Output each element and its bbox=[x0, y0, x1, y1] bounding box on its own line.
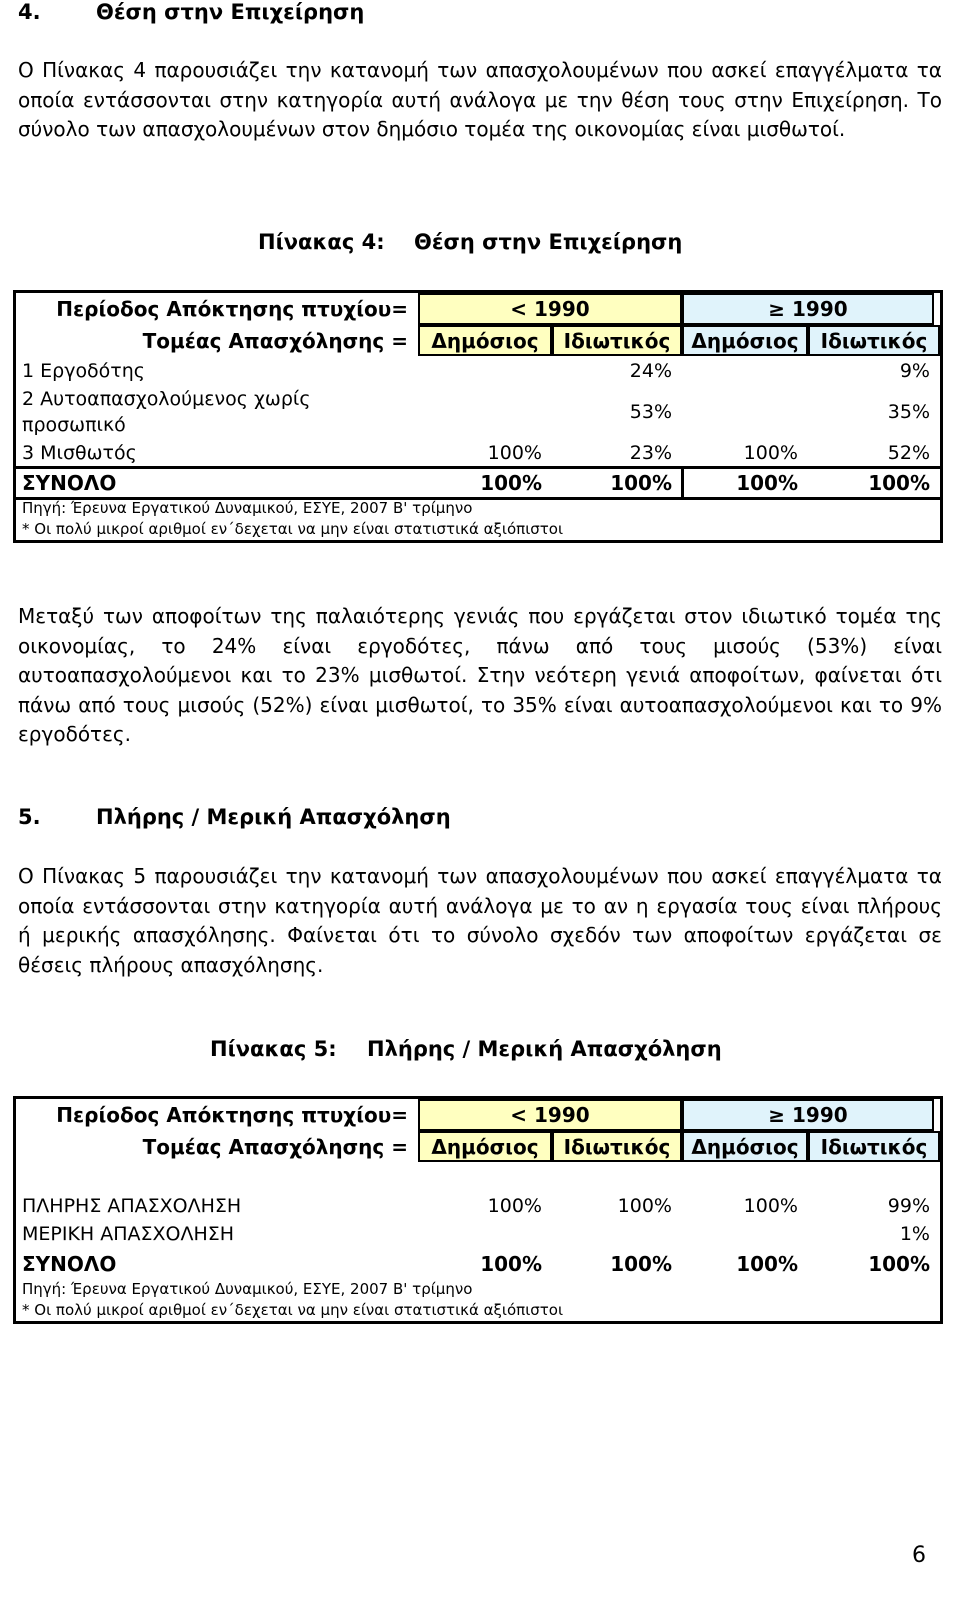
sector-label: Τομέας Απασχόλησης = bbox=[142, 1134, 408, 1159]
value-public-before: 100% bbox=[480, 471, 542, 495]
table-5-header-sector bbox=[16, 1131, 940, 1162]
col-private-before: Ιδιωτικός bbox=[552, 1131, 682, 1162]
table-4-caption bbox=[258, 230, 682, 254]
value-private-after: 100% bbox=[868, 471, 930, 495]
section-5-intro: Ο Πίνακας 5 παρουσιάζει την κατανομή των απασχολουμένων που ασκεί επαγγέλματα τα οποία εντάσσονται στην κατηγορία αυτή ανάλογα με το αν η εργασία τους είναι πλήρους ή μερικής απασχόλησης. Φαίνεται ότι το σύνολο σχεδόν των αποφοίτων εργάζεται σε θέσεις πλήρους απασχόλησης. bbox=[18, 864, 942, 977]
table-row-total bbox=[16, 1249, 940, 1279]
period-after-1990: ≥ 1990 bbox=[682, 1099, 934, 1131]
value-public-after: 100% bbox=[743, 1195, 798, 1217]
table-row bbox=[16, 357, 940, 385]
col-public-after: Δημόσιος bbox=[682, 1131, 808, 1162]
table-5-caption bbox=[210, 1037, 722, 1061]
period-label: Περίοδος Απόκτησης πτυχίου= bbox=[56, 297, 408, 321]
col-public-after: Δημόσιος bbox=[682, 325, 808, 356]
table-row bbox=[16, 439, 940, 467]
table-4-caption-label: Πίνακας 4: bbox=[258, 230, 385, 254]
value-public-before: 100% bbox=[480, 1252, 542, 1276]
value-private-before bbox=[552, 1220, 682, 1248]
value-public-before bbox=[418, 385, 552, 439]
value-public-before bbox=[418, 1220, 552, 1248]
sector-label: Τομέας Απασχόλησης = bbox=[142, 328, 408, 353]
value-private-after: 52% bbox=[887, 442, 930, 464]
table-row bbox=[16, 385, 940, 439]
table-5-caption-label: Πίνακας 5: bbox=[210, 1037, 337, 1061]
value-public-after bbox=[682, 357, 808, 385]
row-label: 1 Εργοδότης bbox=[22, 360, 145, 382]
value-private-after: 35% bbox=[887, 401, 930, 423]
table-5 bbox=[13, 1096, 943, 1324]
section-4-heading bbox=[18, 0, 364, 24]
value-public-after: 100% bbox=[736, 1252, 798, 1276]
col-private-after: Ιδιωτικός bbox=[808, 1131, 940, 1162]
col-public-before: Δημόσιος bbox=[418, 325, 552, 356]
section-5-number: 5. bbox=[18, 805, 41, 829]
value-private-after: 100% bbox=[868, 1252, 930, 1276]
table-4-footnote: * Οι πολύ μικροί αριθμοί εν΄δεχεται να μην είναι στατιστικά αξιόπιστοι bbox=[22, 520, 564, 538]
col-private-before: Ιδιωτικός bbox=[552, 325, 682, 356]
value-public-after: 100% bbox=[743, 442, 798, 464]
value-public-before: 100% bbox=[487, 442, 542, 464]
table-4-header-sector bbox=[16, 325, 940, 356]
value-private-after: 99% bbox=[887, 1195, 930, 1217]
row-label: 3 Μισθωτός bbox=[22, 442, 137, 464]
period-after-1990: ≥ 1990 bbox=[682, 293, 934, 325]
table-5-caption-title: Πλήρης / Μερική Απασχόληση bbox=[367, 1037, 722, 1061]
value-public-after bbox=[682, 385, 808, 439]
section-4-number: 4. bbox=[18, 0, 41, 24]
period-label: Περίοδος Απόκτησης πτυχίου= bbox=[56, 1103, 408, 1127]
table-4 bbox=[13, 290, 943, 543]
value-public-before bbox=[418, 357, 552, 385]
table-5-source: Πηγή: Έρευνα Εργατικού Δυναμικού, ΕΣΥΕ, 2007 Β' τρίμηνο bbox=[22, 1280, 473, 1298]
table-4-header-period bbox=[16, 293, 940, 325]
paragraph-after-table-4: Μεταξύ των αποφοίτων της παλαιότερης γενιάς που εργάζεται στον ιδιωτικό τομέα της οικονομίας, το 24% είναι εργοδότες, πάνω από τους μισούς (53%) είναι αυτοαπασχολούμενοι και το 23% μισθωτοί. Στην νεότερη γενιά αποφοίτων, φαίνεται ότι πάνω από τους μισούς (52%) είναι μισθωτοί, το 35% είναι αυτοαπασχολούμενοι και το 9% εργοδότες. bbox=[18, 604, 942, 746]
table-divider bbox=[16, 466, 940, 469]
value-public-after: 100% bbox=[736, 471, 798, 495]
table-row-total bbox=[16, 468, 940, 498]
row-label-line-2: προσωπικό bbox=[22, 414, 126, 436]
section-5-title: Πλήρης / Μερική Απασχόληση bbox=[96, 805, 451, 829]
row-label bbox=[16, 385, 418, 439]
table-4-caption-title: Θέση στην Επιχείρηση bbox=[414, 230, 683, 254]
period-before-1990: < 1990 bbox=[418, 293, 682, 325]
value-public-before: 100% bbox=[487, 1195, 542, 1217]
value-private-before: 53% bbox=[629, 401, 672, 423]
row-label: ΣΥΝΟΛΟ bbox=[22, 471, 117, 495]
page-number: 6 bbox=[912, 1543, 926, 1568]
value-private-before: 100% bbox=[617, 1195, 672, 1217]
row-label: ΣΥΝΟΛΟ bbox=[22, 1252, 117, 1276]
table-row bbox=[16, 1192, 940, 1220]
table-5-footnote: * Οι πολύ μικροί αριθμοί εν΄δεχεται να μην είναι στατιστικά αξιόπιστοι bbox=[22, 1301, 564, 1319]
value-private-before: 24% bbox=[629, 360, 672, 382]
table-row bbox=[16, 1220, 940, 1248]
value-private-after: 1% bbox=[899, 1223, 930, 1245]
table-5-header-period bbox=[16, 1099, 940, 1131]
value-private-before: 100% bbox=[610, 471, 672, 495]
col-private-after: Ιδιωτικός bbox=[808, 325, 940, 356]
row-label: ΠΛΗΡΗΣ ΑΠΑΣΧΟΛΗΣΗ bbox=[22, 1195, 242, 1217]
table-divider bbox=[681, 467, 684, 498]
period-before-1990: < 1990 bbox=[418, 1099, 682, 1131]
row-label: ΜΕΡΙΚΗ ΑΠΑΣΧΟΛΗΣΗ bbox=[22, 1223, 235, 1245]
value-private-before: 100% bbox=[610, 1252, 672, 1276]
section-5-heading bbox=[18, 805, 451, 829]
section-4-title: Θέση στην Επιχείρηση bbox=[96, 0, 365, 24]
value-private-after: 9% bbox=[899, 360, 930, 382]
table-4-source: Πηγή: Έρευνα Εργατικού Δυναμικού, ΕΣΥΕ, 2007 Β' τρίμηνο bbox=[22, 499, 473, 517]
value-private-before: 23% bbox=[629, 442, 672, 464]
row-label-line-1: 2 Αυτοαπασχολούμενος χωρίς bbox=[22, 388, 311, 410]
section-4-intro: Ο Πίνακας 4 παρουσιάζει την κατανομή των απασχολουμένων που ασκεί επαγγέλματα τα οποία εντάσσονται στην κατηγορία αυτή ανάλογα με την θέση τους στην Επιχείρηση. Το σύνολο των απασχολουμένων στον δημόσιο τομέα της οικονομίας είναι μισθωτοί. bbox=[18, 58, 942, 141]
value-public-after bbox=[682, 1220, 808, 1248]
col-public-before: Δημόσιος bbox=[418, 1131, 552, 1162]
